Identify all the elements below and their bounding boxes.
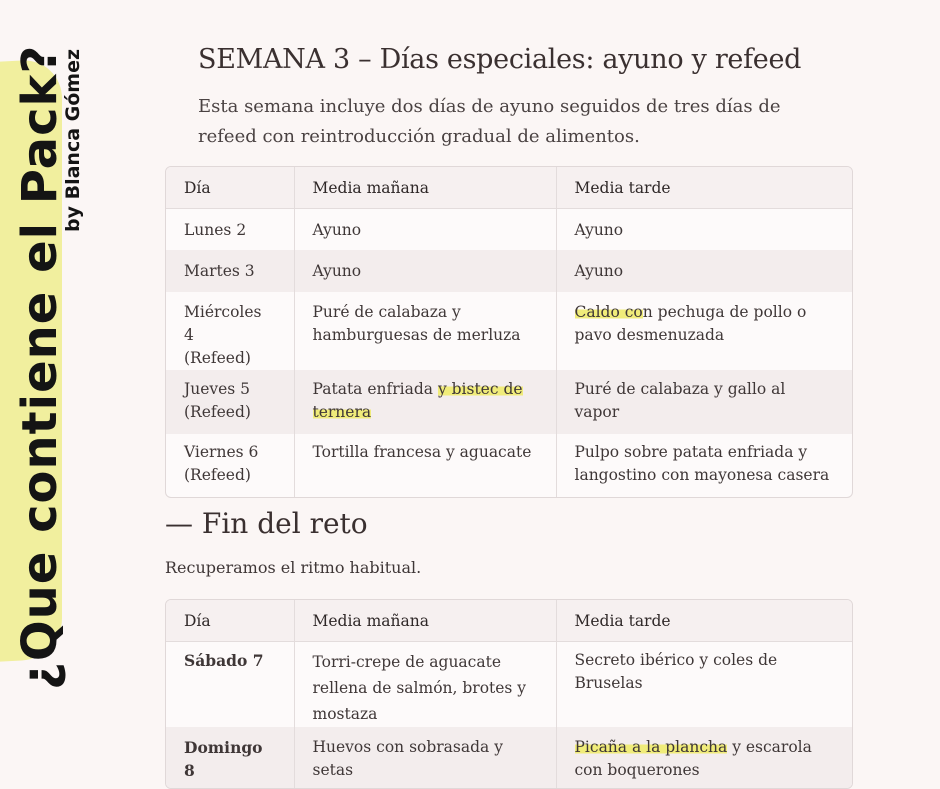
cell-text: Patata enfriada xyxy=(312,379,438,398)
cell-text: y escarola con boquerones xyxy=(574,737,812,779)
table-row xyxy=(166,250,852,292)
morning-cell: Tortilla francesa y aguacate xyxy=(294,434,556,497)
morning-cell: Ayuno xyxy=(294,209,556,250)
day-name: Jueves 5 xyxy=(184,379,251,398)
table-header-row xyxy=(166,167,852,209)
day-name: Viernes 6 xyxy=(184,442,259,461)
highlighted-text: Picaña a la plancha xyxy=(574,737,728,756)
section-title: — Fin del reto xyxy=(165,507,368,540)
day-note: (Refeed) xyxy=(184,402,251,421)
day-cell: Lunes 2 xyxy=(166,209,294,250)
side-title: ¿Que contiene el Pack? xyxy=(12,44,68,690)
end-table xyxy=(165,599,853,789)
afternoon-cell xyxy=(556,292,852,370)
week-intro: Esta semana incluye dos días de ayuno seguidos de tres días de refeed con reintroducción gradual de alimentos. xyxy=(198,96,781,147)
week-title: SEMANA 3 – Días especiales: ayuno y refeed xyxy=(198,44,802,75)
highlighted-text: y bistec de ternera xyxy=(312,379,523,421)
day-name: Miércoles 4 xyxy=(184,302,262,344)
header-afternoon: Media tarde xyxy=(574,612,671,630)
morning-cell: Torri-crepe de aguacate rellena de salmón, brotes y mostaza xyxy=(294,641,556,727)
header-morning: Media mañana xyxy=(294,600,556,641)
table-row xyxy=(166,641,852,727)
day-note: (Refeed) xyxy=(184,348,251,367)
afternoon-cell: Secreto ibérico y coles de Bruselas xyxy=(574,650,778,692)
table-row xyxy=(166,434,852,497)
week-table xyxy=(165,166,853,498)
morning-cell: Ayuno xyxy=(294,250,556,292)
header-day: Día xyxy=(166,167,294,209)
table-row xyxy=(166,209,852,250)
header-afternoon: Media tarde xyxy=(574,179,671,197)
side-byline: by Blanca Gómez xyxy=(62,48,84,232)
section-subtitle: Recuperamos el ritmo habitual. xyxy=(165,558,422,577)
afternoon-cell xyxy=(556,727,852,788)
highlighted-text: Caldo co xyxy=(574,302,643,321)
day-cell: Domingo 8 xyxy=(166,727,294,788)
header-morning: Media mañana xyxy=(294,167,556,209)
header-day: Día xyxy=(166,600,294,641)
day-cell: Martes 3 xyxy=(166,250,294,292)
afternoon-cell: Pulpo sobre patata enfriada y langostino con mayonesa casera xyxy=(574,442,830,484)
day-cell: Sábado 7 xyxy=(166,641,294,727)
table-header-row xyxy=(166,600,852,641)
table-row xyxy=(166,370,852,434)
morning-cell: Puré de calabaza y hamburguesas de merluza xyxy=(294,292,556,370)
day-cell xyxy=(166,292,294,370)
day-cell xyxy=(166,434,294,497)
afternoon-cell: Ayuno xyxy=(574,261,624,280)
morning-cell: Huevos con sobrasada y setas xyxy=(294,727,556,788)
day-note: (Refeed) xyxy=(184,465,251,484)
afternoon-cell: Ayuno xyxy=(574,221,624,239)
afternoon-cell: Puré de calabaza y gallo al vapor xyxy=(574,379,786,421)
table-row xyxy=(166,727,852,788)
day-cell xyxy=(166,370,294,434)
cell-text: n pechuga de pollo o pavo desmenuzada xyxy=(574,302,807,344)
table-row xyxy=(166,292,852,370)
morning-cell xyxy=(294,370,556,434)
